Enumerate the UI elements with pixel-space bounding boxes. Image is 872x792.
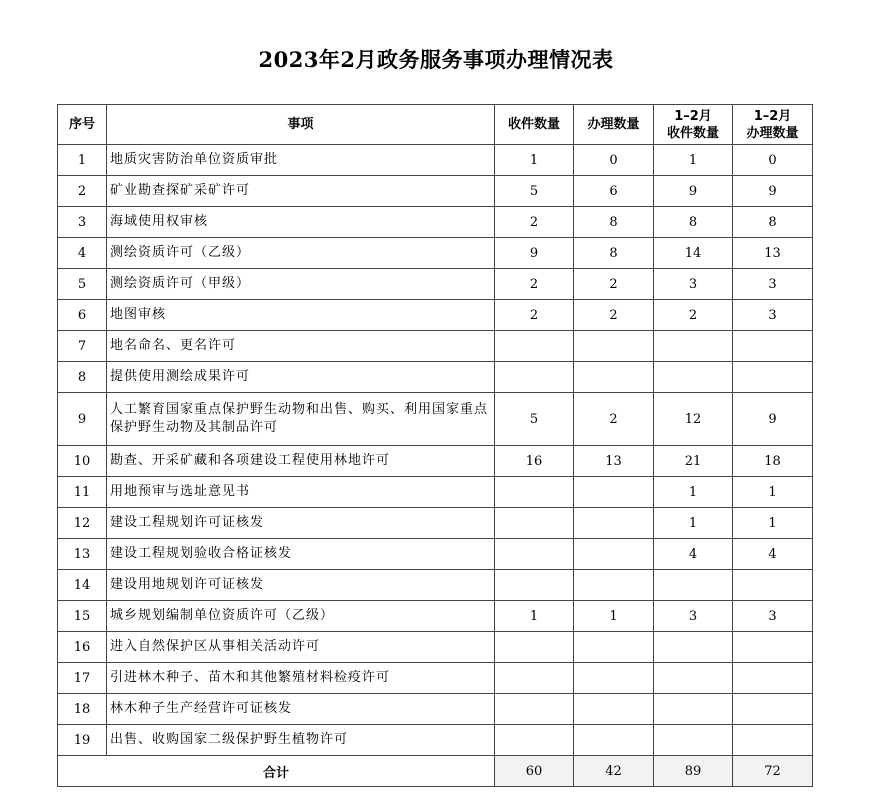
table-row [58, 362, 813, 393]
table-row [58, 663, 813, 694]
row-item: 矿业勘查探矿采矿许可 [107, 176, 495, 207]
row-cum-handled: 4 [733, 539, 813, 570]
row-cum-received [654, 570, 733, 601]
row-handled: 6 [574, 176, 654, 207]
row-cum-handled: 18 [733, 446, 813, 477]
table-row [58, 269, 813, 300]
row-item: 海域使用权审核 [107, 207, 495, 238]
row-item: 测绘资质许可（乙级） [107, 238, 495, 269]
row-seq: 13 [58, 539, 107, 570]
row-cum-handled: 0 [733, 145, 813, 176]
table-row [58, 300, 813, 331]
row-received [495, 539, 574, 570]
row-cum-handled: 8 [733, 207, 813, 238]
table-row [58, 694, 813, 725]
table-row [58, 176, 813, 207]
row-item: 林木种子生产经营许可证核发 [107, 694, 495, 725]
header-handled: 办理数量 [574, 105, 654, 145]
header-cum-received-line2: 收件数量 [666, 125, 719, 141]
row-cum-received: 8 [654, 207, 733, 238]
row-cum-received [654, 725, 733, 756]
table-row [58, 393, 813, 446]
row-handled: 2 [574, 269, 654, 300]
row-received [495, 694, 574, 725]
row-cum-received [654, 694, 733, 725]
row-cum-received [654, 663, 733, 694]
row-seq: 14 [58, 570, 107, 601]
header-cum-handled-line2: 办理数量 [746, 125, 799, 141]
row-handled [574, 632, 654, 663]
total-cum-handled: 72 [733, 756, 813, 787]
row-received: 1 [495, 145, 574, 176]
row-item: 勘查、开采矿藏和各项建设工程使用林地许可 [107, 446, 495, 477]
row-cum-handled [733, 663, 813, 694]
header-cum-received-line1: 1–2月 [674, 108, 712, 124]
row-received [495, 477, 574, 508]
row-seq: 19 [58, 725, 107, 756]
row-received [495, 508, 574, 539]
row-cum-received [654, 331, 733, 362]
total-received: 60 [495, 756, 574, 787]
row-item: 城乡规划编制单位资质许可（乙级） [107, 601, 495, 632]
row-received [495, 570, 574, 601]
total-handled: 42 [574, 756, 654, 787]
row-seq: 7 [58, 331, 107, 362]
row-seq: 2 [58, 176, 107, 207]
table-row [58, 570, 813, 601]
header-cum-received [654, 105, 733, 145]
row-handled: 1 [574, 601, 654, 632]
row-received [495, 663, 574, 694]
row-item: 建设工程规划许可证核发 [107, 508, 495, 539]
row-cum-received: 1 [654, 477, 733, 508]
row-handled: 8 [574, 238, 654, 269]
row-received: 9 [495, 238, 574, 269]
row-cum-received: 3 [654, 601, 733, 632]
total-row [58, 756, 813, 787]
row-cum-received [654, 632, 733, 663]
table-row [58, 508, 813, 539]
table-row [58, 238, 813, 269]
row-seq: 17 [58, 663, 107, 694]
row-received: 2 [495, 207, 574, 238]
row-cum-received [654, 362, 733, 393]
row-seq: 12 [58, 508, 107, 539]
row-item: 建设工程规划验收合格证核发 [107, 539, 495, 570]
row-handled [574, 362, 654, 393]
row-cum-received: 9 [654, 176, 733, 207]
row-seq: 1 [58, 145, 107, 176]
row-seq: 8 [58, 362, 107, 393]
row-seq: 18 [58, 694, 107, 725]
services-table [57, 104, 813, 787]
row-item: 地名命名、更名许可 [107, 331, 495, 362]
row-received: 2 [495, 300, 574, 331]
row-received [495, 362, 574, 393]
row-seq: 9 [58, 393, 107, 446]
row-received [495, 632, 574, 663]
row-handled: 13 [574, 446, 654, 477]
table-row [58, 632, 813, 663]
row-item: 地质灾害防治单位资质审批 [107, 145, 495, 176]
row-cum-received: 1 [654, 508, 733, 539]
row-handled: 0 [574, 145, 654, 176]
row-received: 1 [495, 601, 574, 632]
header-cum-handled-line1: 1–2月 [753, 108, 792, 124]
row-handled [574, 331, 654, 362]
row-received [495, 725, 574, 756]
row-item: 提供使用测绘成果许可 [107, 362, 495, 393]
row-cum-handled: 1 [733, 477, 813, 508]
row-cum-handled: 3 [733, 300, 813, 331]
row-item: 测绘资质许可（甲级） [107, 269, 495, 300]
table-row [58, 725, 813, 756]
table-row [58, 446, 813, 477]
total-cum-received: 89 [654, 756, 733, 787]
row-handled [574, 725, 654, 756]
header-received: 收件数量 [495, 105, 574, 145]
row-handled [574, 570, 654, 601]
row-seq: 4 [58, 238, 107, 269]
total-label: 合计 [58, 756, 495, 787]
row-cum-received: 21 [654, 446, 733, 477]
row-handled [574, 477, 654, 508]
row-cum-handled [733, 632, 813, 663]
row-cum-handled: 9 [733, 393, 813, 446]
row-handled: 8 [574, 207, 654, 238]
table-row [58, 601, 813, 632]
row-handled: 2 [574, 393, 654, 446]
row-cum-received: 2 [654, 300, 733, 331]
header-row [58, 105, 813, 145]
row-cum-handled: 3 [733, 601, 813, 632]
table-row [58, 539, 813, 570]
row-cum-handled: 9 [733, 176, 813, 207]
row-item: 建设用地规划许可证核发 [107, 570, 495, 601]
header-seq: 序号 [58, 105, 107, 145]
header-item: 事项 [107, 105, 495, 145]
row-cum-handled: 13 [733, 238, 813, 269]
row-handled [574, 694, 654, 725]
row-received: 5 [495, 393, 574, 446]
row-seq: 15 [58, 601, 107, 632]
row-cum-received: 1 [654, 145, 733, 176]
row-cum-handled [733, 362, 813, 393]
row-cum-received: 3 [654, 269, 733, 300]
row-seq: 6 [58, 300, 107, 331]
row-handled [574, 508, 654, 539]
row-item: 人工繁育国家重点保护野生动物和出售、购买、利用国家重点保护野生动物及其制品许可 [107, 393, 495, 446]
row-received: 16 [495, 446, 574, 477]
row-cum-handled: 3 [733, 269, 813, 300]
row-cum-handled [733, 331, 813, 362]
row-cum-handled [733, 570, 813, 601]
row-item: 引进林木种子、苗木和其他繁殖材料检疫许可 [107, 663, 495, 694]
row-cum-handled [733, 725, 813, 756]
row-handled [574, 663, 654, 694]
row-received: 2 [495, 269, 574, 300]
row-cum-received: 14 [654, 238, 733, 269]
page-title: 2023年2月政务服务事项办理情况表 [258, 47, 614, 72]
table-row [58, 207, 813, 238]
row-cum-handled [733, 694, 813, 725]
row-seq: 5 [58, 269, 107, 300]
row-cum-received: 12 [654, 393, 733, 446]
row-seq: 16 [58, 632, 107, 663]
row-seq: 10 [58, 446, 107, 477]
table-row [58, 477, 813, 508]
table-row [58, 331, 813, 362]
row-seq: 3 [58, 207, 107, 238]
row-item: 地图审核 [107, 300, 495, 331]
row-received [495, 331, 574, 362]
header-cum-handled [733, 105, 813, 145]
row-handled: 2 [574, 300, 654, 331]
row-item: 进入自然保护区从事相关活动许可 [107, 632, 495, 663]
row-item: 出售、收购国家二级保护野生植物许可 [107, 725, 495, 756]
row-cum-handled: 1 [733, 508, 813, 539]
row-received: 5 [495, 176, 574, 207]
table-row [58, 145, 813, 176]
row-seq: 11 [58, 477, 107, 508]
row-item: 用地预审与选址意见书 [107, 477, 495, 508]
row-cum-received: 4 [654, 539, 733, 570]
row-handled [574, 539, 654, 570]
